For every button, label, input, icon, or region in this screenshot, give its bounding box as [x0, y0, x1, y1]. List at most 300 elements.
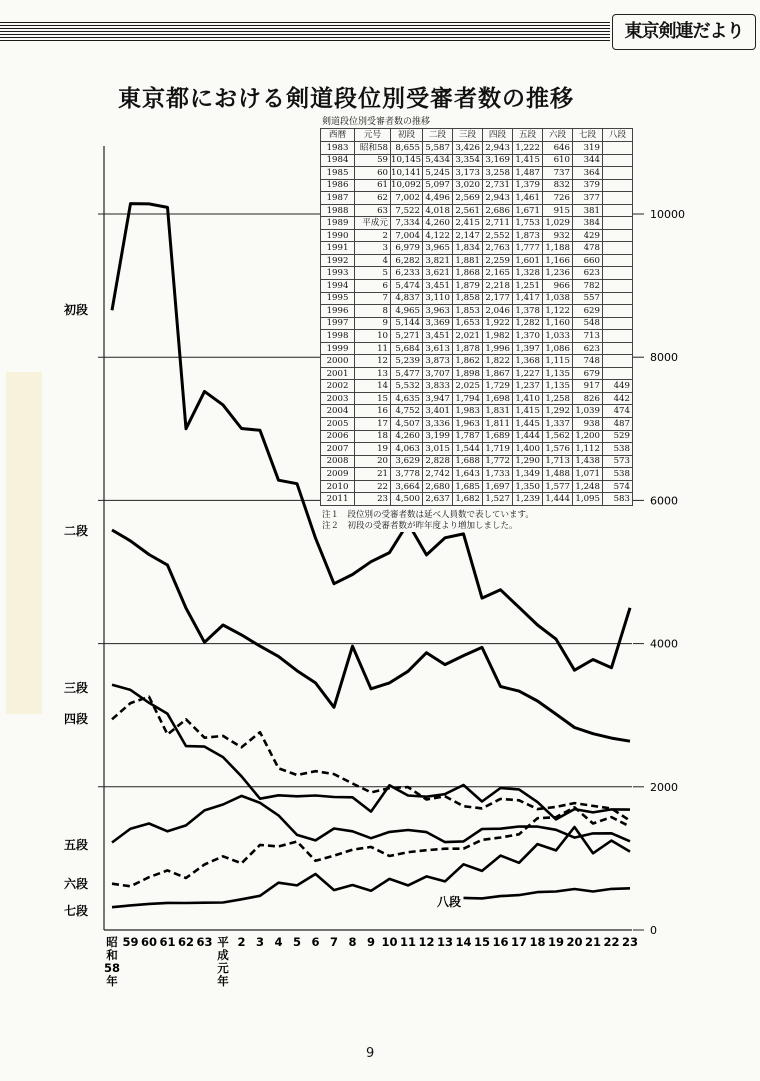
- table-cell: 63: [355, 204, 391, 217]
- table-row: [321, 142, 633, 155]
- table-cell: 364: [573, 167, 603, 180]
- note-1: 注１ 段位別の受審者数は延べ人員数で表しています。: [322, 509, 534, 520]
- table-cell: 2002: [321, 380, 355, 393]
- y-tick-label: 8000: [650, 351, 678, 365]
- table-cell: 1,898: [453, 367, 483, 380]
- table-header-cell: 八段: [603, 129, 633, 142]
- table-row: [321, 380, 633, 393]
- table-cell: 1993: [321, 267, 355, 280]
- table-cell: 1995: [321, 292, 355, 305]
- table-cell: 344: [573, 154, 603, 167]
- table-cell: 1,378: [513, 305, 543, 318]
- table-cell: 1,983: [453, 405, 483, 418]
- table-cell: 1,290: [513, 455, 543, 468]
- table-cell: 7,522: [391, 204, 423, 217]
- table-cell: 3,401: [423, 405, 453, 418]
- table-cell: [603, 154, 633, 167]
- series-label: 初段: [64, 303, 89, 317]
- table-row: [321, 455, 633, 468]
- table-row: [321, 405, 633, 418]
- y-tick-label: 4000: [650, 637, 678, 651]
- x-tick-label: 17: [510, 935, 528, 949]
- table-header-cell: 西暦: [321, 129, 355, 142]
- table-cell: 2,763: [483, 242, 513, 255]
- table-cell: 1,831: [483, 405, 513, 418]
- table-cell: 1,328: [513, 267, 543, 280]
- table-cell: 3,664: [391, 480, 423, 493]
- table-cell: 1,688: [453, 455, 483, 468]
- table-cell: 3,020: [453, 179, 483, 192]
- table-row: [321, 480, 633, 493]
- table-cell: 1,166: [543, 254, 573, 267]
- table-cell: 3,369: [423, 317, 453, 330]
- table-cell: 5,144: [391, 317, 423, 330]
- table-cell: 1,438: [573, 455, 603, 468]
- table-cell: 4,507: [391, 418, 423, 431]
- table-cell: [603, 204, 633, 217]
- table-cell: 1,862: [453, 355, 483, 368]
- table-row: [321, 418, 633, 431]
- table-cell: 1,982: [483, 330, 513, 343]
- table-row: [321, 267, 633, 280]
- table-cell: 6,282: [391, 254, 423, 267]
- table-cell: 384: [573, 217, 603, 230]
- table-cell: 1,867: [483, 367, 513, 380]
- table-cell: 1,417: [513, 292, 543, 305]
- table-cell: 529: [603, 430, 633, 443]
- table-cell: 10,141: [391, 167, 422, 178]
- table-cell: 2,025: [453, 380, 483, 393]
- x-tick-label: 4: [274, 935, 283, 949]
- table-cell: 61: [355, 179, 391, 192]
- table-cell: 1990: [321, 229, 355, 242]
- table-cell: 5: [355, 267, 391, 280]
- table-cell: 1992: [321, 254, 355, 267]
- series-line: [112, 685, 630, 820]
- table-cell: 5,477: [391, 367, 423, 380]
- table-cell: 623: [573, 342, 603, 355]
- table-cell: 3,258: [483, 167, 513, 180]
- table-cell: [603, 305, 633, 318]
- table-cell: 1,135: [543, 380, 573, 393]
- table-cell: 2007: [321, 443, 355, 456]
- x-tick-label: 23: [621, 935, 639, 949]
- x-tick-label: 9: [366, 935, 376, 949]
- table-cell: 1,258: [543, 392, 573, 405]
- table-row: [321, 392, 633, 405]
- series-line: [112, 807, 630, 886]
- table-row: [321, 217, 633, 230]
- table-cell: 487: [603, 418, 633, 431]
- table-cell: 1,544: [453, 443, 483, 456]
- table-cell: 1989: [321, 217, 355, 230]
- table-cell: 1,038: [543, 292, 573, 305]
- table-cell: 4,837: [391, 292, 423, 305]
- publication-title: 東京剣連だより: [612, 14, 756, 50]
- table-cell: 1,601: [513, 254, 543, 267]
- table-cell: 1,719: [483, 443, 513, 456]
- table-row: [321, 305, 633, 318]
- table-header-cell: 四段: [483, 129, 513, 142]
- table-cell: 2: [355, 229, 391, 242]
- x-tick-label: 5: [292, 935, 302, 949]
- series-label: 七段: [64, 904, 89, 918]
- table-cell: 1,794: [453, 392, 483, 405]
- table-cell: 1,996: [483, 342, 513, 355]
- table-cell: 1987: [321, 192, 355, 205]
- table-cell: 10: [355, 330, 391, 343]
- table-cell: 557: [573, 292, 603, 305]
- table-cell: 3,169: [483, 154, 513, 167]
- table-cell: 1,787: [453, 430, 483, 443]
- table-cell: 5,097: [423, 179, 453, 192]
- table-cell: 4,965: [391, 305, 423, 318]
- table-cell: 4,635: [391, 392, 423, 405]
- table-cell: 1,370: [513, 330, 543, 343]
- table-row: [321, 342, 633, 355]
- table-cell: 2,552: [483, 229, 513, 242]
- table-cell: 1,811: [483, 418, 513, 431]
- x-tick-label: 22: [603, 935, 620, 949]
- table-cell: [603, 167, 633, 180]
- x-tick-label: 6: [311, 935, 320, 949]
- table-cell: 442: [603, 392, 633, 405]
- table-cell: 1,368: [513, 355, 543, 368]
- table-cell: 2011: [321, 493, 355, 506]
- table-cell: 10,092: [391, 180, 422, 191]
- table-cell: 381: [573, 204, 603, 217]
- table-cell: 平成元: [355, 217, 391, 230]
- x-tick-label: 3: [255, 935, 265, 949]
- table-row: [321, 367, 633, 380]
- table-cell: 1999: [321, 342, 355, 355]
- series-line: [464, 888, 631, 898]
- table-cell: 3,621: [423, 267, 453, 280]
- table-row: [321, 430, 633, 443]
- table-cell: 2001: [321, 367, 355, 380]
- table-cell: 1,086: [543, 342, 573, 355]
- series-line: [112, 796, 630, 843]
- x-tick-label: 18: [529, 935, 546, 949]
- table-cell: 915: [543, 204, 573, 217]
- table-cell: 6,233: [391, 267, 423, 280]
- table-cell: 2,828: [423, 455, 453, 468]
- table-cell: 1,188: [543, 242, 573, 255]
- table-cell: 1,643: [453, 468, 483, 481]
- table-cell: 3,173: [453, 167, 483, 180]
- table-row: [321, 493, 633, 506]
- table-cell: 1,729: [483, 380, 513, 393]
- x-tick-label: 19: [547, 935, 565, 949]
- table-cell: 1,222: [513, 142, 543, 155]
- table-cell: 478: [573, 242, 603, 255]
- table-cell: 1,858: [453, 292, 483, 305]
- table-cell: [603, 292, 633, 305]
- data-table: [320, 128, 633, 506]
- table-cell: 623: [573, 267, 603, 280]
- table-cell: 1,444: [513, 430, 543, 443]
- table-cell: 1,237: [513, 380, 543, 393]
- table-cell: 4,496: [423, 192, 453, 205]
- table-cell: 319: [573, 142, 603, 155]
- table-header-cell: 二段: [423, 129, 453, 142]
- series-label: 二段: [64, 524, 89, 538]
- table-cell: 5,587: [423, 142, 453, 155]
- table-cell: 3,354: [453, 154, 483, 167]
- table-cell: 1,135: [543, 367, 573, 380]
- table-cell: 1,415: [513, 154, 543, 167]
- table-cell: 1,415: [513, 405, 543, 418]
- table-header-cell: 七段: [573, 129, 603, 142]
- series-label: 三段: [64, 681, 89, 695]
- y-tick-label: 2000: [650, 780, 678, 794]
- table-cell: 2,742: [423, 468, 453, 481]
- table-cell: 1,227: [513, 367, 543, 380]
- table-cell: 1,487: [513, 167, 543, 180]
- table-cell: 15: [355, 392, 391, 405]
- series-line: [112, 697, 630, 821]
- table-header-cell: 三段: [453, 129, 483, 142]
- table-cell: 2,637: [423, 493, 453, 506]
- table-cell: 2,259: [483, 254, 513, 267]
- table-header-cell: 元号: [355, 129, 391, 142]
- table-cell: 832: [543, 179, 573, 192]
- table-cell: 3,199: [423, 430, 453, 443]
- table-row: [321, 254, 633, 267]
- table-notes: [320, 506, 632, 532]
- table-row: [321, 355, 633, 368]
- table-cell: 2,046: [483, 305, 513, 318]
- table-cell: 679: [573, 367, 603, 380]
- table-cell: 1,095: [573, 493, 603, 506]
- table-cell: 2,731: [483, 179, 513, 192]
- series-label: 六段: [64, 877, 89, 891]
- table-cell: 60: [355, 167, 391, 180]
- table-cell: 2010: [321, 480, 355, 493]
- table-cell: 1,879: [453, 280, 483, 293]
- table-cell: 1,853: [453, 305, 483, 318]
- table-cell: 1,445: [513, 418, 543, 431]
- table-cell: 2,943: [483, 142, 513, 155]
- x-tick-label: 13: [436, 935, 454, 949]
- table-cell: 1,689: [483, 430, 513, 443]
- table-cell: 18: [355, 430, 391, 443]
- x-tick-label: 11: [399, 935, 417, 949]
- table-cell: 3,947: [423, 392, 453, 405]
- table-cell: 782: [573, 280, 603, 293]
- series-label: 四段: [64, 712, 89, 726]
- table-cell: 6,979: [391, 242, 423, 255]
- table-cell: 23: [355, 493, 391, 506]
- table-cell: 8,655: [391, 142, 423, 155]
- table-cell: 583: [603, 493, 633, 506]
- table-cell: 1,239: [513, 493, 543, 506]
- table-cell: 1,248: [573, 480, 603, 493]
- table-cell: 3,451: [423, 280, 453, 293]
- table-cell: 646: [543, 142, 573, 155]
- table-cell: 2000: [321, 355, 355, 368]
- table-cell: 1,349: [513, 468, 543, 481]
- table-row: [321, 280, 633, 293]
- table-cell: 4,752: [391, 405, 423, 418]
- y-tick-label: 0: [650, 924, 657, 937]
- table-cell: 4,063: [391, 443, 423, 456]
- table-row: [321, 468, 633, 481]
- table-cell: 1,873: [513, 229, 543, 242]
- table-cell: 59: [355, 154, 391, 167]
- table-row: [321, 242, 633, 255]
- table-cell: [603, 242, 633, 255]
- table-cell: 1,029: [543, 217, 573, 230]
- table-cell: 938: [573, 418, 603, 431]
- data-table-panel: [320, 116, 632, 532]
- table-cell: 3,629: [391, 455, 423, 468]
- table-cell: 932: [543, 229, 573, 242]
- table-cell: 4,260: [391, 430, 423, 443]
- table-cell: 4,018: [423, 204, 453, 217]
- table-cell: 1,733: [483, 468, 513, 481]
- x-tick-label: 63: [196, 935, 213, 949]
- table-cell: 1986: [321, 179, 355, 192]
- table-cell: 22: [355, 480, 391, 493]
- x-tick-label: 21: [584, 935, 602, 949]
- table-cell: 2,415: [453, 217, 483, 230]
- table-cell: [603, 179, 633, 192]
- table-cell: 2,686: [483, 204, 513, 217]
- table-cell: [603, 355, 633, 368]
- x-tick-label: 8: [348, 935, 357, 949]
- table-cell: 4,122: [423, 229, 453, 242]
- table-cell: 11: [355, 342, 391, 355]
- table-cell: 14: [355, 380, 391, 393]
- x-tick-label: 20: [566, 935, 583, 949]
- table-cell: 1,562: [543, 430, 573, 443]
- table-cell: 826: [573, 392, 603, 405]
- x-tick-label: 14: [455, 935, 472, 949]
- table-row: [321, 317, 633, 330]
- table-cell: [603, 254, 633, 267]
- y-tick-label: 6000: [650, 494, 678, 508]
- page-number: 9: [366, 1046, 375, 1061]
- table-cell: [603, 317, 633, 330]
- table-cell: 2008: [321, 455, 355, 468]
- table-cell: 1,963: [453, 418, 483, 431]
- table-cell: 2,711: [483, 217, 513, 230]
- x-tick-label: 2: [237, 935, 246, 949]
- table-cell: 1,397: [513, 342, 543, 355]
- table-cell: 538: [603, 443, 633, 456]
- table-cell: [603, 367, 633, 380]
- x-tick-label: 平成元年: [217, 935, 229, 988]
- table-cell: 377: [573, 192, 603, 205]
- table-cell: 1994: [321, 280, 355, 293]
- table-cell: 1,922: [483, 317, 513, 330]
- table-cell: 4: [355, 254, 391, 267]
- table-cell: 17: [355, 418, 391, 431]
- table-cell: 2005: [321, 418, 355, 431]
- table-cell: 713: [573, 330, 603, 343]
- table-cell: 5,474: [391, 280, 423, 293]
- table-cell: 1,337: [543, 418, 573, 431]
- table-cell: 3,833: [423, 380, 453, 393]
- table-cell: 1,653: [453, 317, 483, 330]
- table-cell: 610: [543, 154, 573, 167]
- table-cell: 1,527: [483, 493, 513, 506]
- table-cell: 449: [603, 380, 633, 393]
- table-cell: 2,165: [483, 267, 513, 280]
- table-caption: 剣道段位別受審者数の推移: [322, 117, 431, 127]
- table-cell: 13: [355, 367, 391, 380]
- table-cell: 1,400: [513, 443, 543, 456]
- table-cell: 6: [355, 280, 391, 293]
- table-cell: 昭和58: [355, 142, 391, 155]
- table-cell: 3,873: [423, 355, 453, 368]
- table-cell: 21: [355, 468, 391, 481]
- table-cell: 1,461: [513, 192, 543, 205]
- table-cell: 1,713: [543, 455, 573, 468]
- table-row: [321, 192, 633, 205]
- table-cell: [603, 142, 633, 155]
- table-cell: 1,878: [453, 342, 483, 355]
- table-cell: [603, 267, 633, 280]
- table-cell: 4,260: [423, 217, 453, 230]
- table-cell: 2,218: [483, 280, 513, 293]
- table-cell: 5,245: [423, 167, 453, 180]
- table-cell: 538: [603, 468, 633, 481]
- x-tick-label: 60: [140, 935, 158, 949]
- table-cell: 1996: [321, 305, 355, 318]
- table-cell: 726: [543, 192, 573, 205]
- table-cell: 1,282: [513, 317, 543, 330]
- table-cell: 2006: [321, 430, 355, 443]
- table-cell: 1,379: [513, 179, 543, 192]
- table-cell: 1,682: [453, 493, 483, 506]
- table-cell: 1,881: [453, 254, 483, 267]
- table-cell: 1997: [321, 317, 355, 330]
- table-cell: 8: [355, 305, 391, 318]
- table-cell: 4,500: [391, 493, 423, 506]
- table-cell: 548: [573, 317, 603, 330]
- x-tick-label: 7: [329, 935, 339, 949]
- table-cell: 1,698: [483, 392, 513, 405]
- table-cell: 3,426: [453, 142, 483, 155]
- table-cell: 1,488: [543, 468, 573, 481]
- table-cell: 1985: [321, 167, 355, 180]
- table-cell: 2009: [321, 468, 355, 481]
- table-cell: 573: [603, 455, 633, 468]
- table-cell: 1988: [321, 204, 355, 217]
- table-row: [321, 154, 633, 167]
- table-cell: 3,821: [423, 254, 453, 267]
- table-cell: 917: [573, 380, 603, 393]
- table-cell: [603, 330, 633, 343]
- table-cell: 1,576: [543, 443, 573, 456]
- table-cell: 5,271: [391, 330, 423, 343]
- table-cell: 2,943: [483, 192, 513, 205]
- table-cell: 1983: [321, 142, 355, 155]
- table-cell: 2,177: [483, 292, 513, 305]
- table-cell: 1,444: [543, 493, 573, 506]
- table-cell: 629: [573, 305, 603, 318]
- table-cell: 10,145: [391, 155, 422, 166]
- table-cell: 5,434: [423, 154, 453, 167]
- table-cell: 1,577: [543, 480, 573, 493]
- table-cell: 3,110: [423, 292, 453, 305]
- table-cell: 1,292: [543, 405, 573, 418]
- table-cell: 1,410: [513, 392, 543, 405]
- table-cell: [603, 217, 633, 230]
- table-cell: 62: [355, 192, 391, 205]
